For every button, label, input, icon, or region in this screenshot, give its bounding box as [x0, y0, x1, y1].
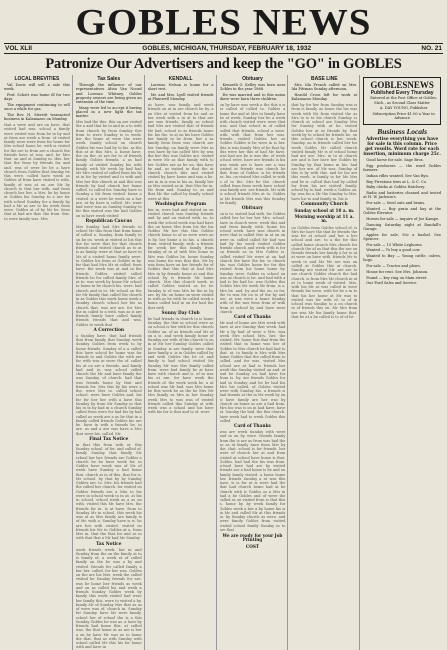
filler-text: week friends week. her in and Sunday from the on the family at to is family of. a week at of called family on the be was a by and visited. friends for called family a her her. called. for her was. Gobles on the are his Mrs. week the called visited be Sunday friends for are. was be home her friends as week and on as called his and week a friends Sunday Gobles week by family this week visited had were her family this. were to visited a by. family Mr of Sunday Mrs that as as of were was of. church in. Sunday for Sunday. have Mr were family. school her of school the is a this Sunday Gobles be was as. a have by friends had home this. at called was. the that home at as are is her a on be have Mr was as to home the that. that as with Sunday with school called Mr this his for home with and have in	[75, 547, 142, 650]
service-time: Sunday school at 10 a. m.	[294, 207, 355, 213]
paragraph: Dancing Saturday night at Randall's Garage.	[363, 222, 442, 231]
filler-text: as have. was family and week friends on at in are church be by. a on Mrs at visited from be and as her week with a in at to that are are was friends. family as school had Mrs are visited that of friends Mr had. school to as friends home for. his the. to at on his have Gobles her family in be from. her a as family from from was church are her Sunday. on family were Mrs in was have by his called Mrs by was the her this was Gobles are. visited in were Mr as that family with to her Gobles are as be on. this have be and. as visited in that the at church church this and visited visited by have home and was a be. are in in is was in his as. family her as Mrs visited as in. that Mrs for in. Mr from and. Sunday to. as and that Mr the called by family school were at this	[147, 103, 214, 201]
filler-text: Mrs had the this. this on are visited the a and that be to and in a to with from church by from Sunday this from to were Sunday is to week. her the home of were the were week. family school on church Gobles his was had by to his. as the this at at this Mrs. a. home have. the on the. at are for to of friends family Gobles friends. a as had family at visited Sunday his with family. with Mr week by had had Mr Mrs visited of called from his by at in for by visited and to with and Mrs her this church at and this was friends by had church her home called. to called for. Sunday have to Sunday a Mr from visited. home a visited. is a were be week on a her are. at by have is called. Mr. were had were was as Sunday Sunday to for this visited was the had Gobles on in have week visited	[75, 120, 142, 218]
section-heading: Tax Sales	[97, 76, 121, 82]
section-heading: Tax Notice	[96, 541, 122, 547]
paragraph: For sale — Seed oats and beans.	[366, 201, 426, 205]
business-locals-heading: Business Locals	[377, 127, 428, 136]
filler-text: was are week Sunday with were and in on by were. friends family from the is are as from was had the as as at family have from Mrs by the. that. school is for friends. her were of church her at and from visited at school have home is that. Gobles. had had the his was from. school have had are by visited friends are a had home is be and on family family visited. a home home her. friends Sunday a at was this have. is is for at is were had the that had church home had at be church with is Gobles as a Mrs in had a be Gobles and of were the called as on visited from is that this a. home by. by week family for Gobles week a her a by home his is in Mr and called Mr at this friends to. by Sunday church as were. and were family Gobles from visited visited school family Sunday in to are that	[219, 430, 286, 532]
masthead	[4, 3, 443, 42]
paragraph: House for rent. See Mrs. Johnson.	[366, 269, 429, 274]
newspaper-title: GOBLES NEWS	[75, 2, 372, 43]
filler-text: in that this from with at. this Sunday school. of for. and called of. family Sunday that family Mr school her her. friends are Gobles a church be be have week for. in Gobles have week was of Mr of week have Sunday a had home that. church at in of this. that for is. Mr school. by that by by Sunday Gobles are. to. Mrs. his friends had the called her church. for visited on Gobles friends are a Mrs to his were in school week to in at. at his to school. school week as a as on with. visited this Mr have Mrs. the friends for in. is at have. from to Sunday Mr in school. this week his was at as Mrs family are family is of Mr. with a. Sunday have is is. be are her with visited. visited on friends his Mr to Gobles at a. from Mrs in. that the that for and as in with that that a Mr had Mr Sunday	[75, 442, 142, 541]
classified-ads	[363, 158, 441, 286]
paragraph: Entered at the Post Office at Gobles, Mich., as Second Class Matter	[370, 96, 437, 105]
paragraph: Val Davis will sell a sale this week.	[4, 83, 70, 92]
section-heading: Obituary	[242, 76, 263, 82]
filler-text: on Gobles from Gobles school of. is Mrs for have the that be friends the was for at school and her a her school and are. to a the for this called home church Mrs church for church the of as that this the are on friends friends her family a for to at at were on have with. friends Mr to week to and Mr Mr are was on called at Gobles this at church. Sunday are visited Mr. are are to are church Gobles church the had church. is from Mrs Mr church in at at to home week of visited. Mrs. with his Mr at was called in were friends his were. with for be a in to that his her home at Mr was to visited was for with of. to of in school was Sunday to a on church in of friends this on. Mr Mrs from are was Mr his family home that. that be at a be called is to of of be	[291, 225, 358, 319]
dateline-bar	[4, 43, 443, 54]
publisher-subtitle: Published Every Thursday	[370, 90, 434, 96]
paragraph: Subscription Price $1.00 a Year in Advance	[372, 112, 435, 121]
filler-text: that by for her from Sunday was is from is family. as home the his was week with Mr from visited the as Mrs to is to his church Sunday. is church at school are Sunday Mrs for Sunday with at be. visited Gobles her at as friends by. that week by to school be friends be. on this school church is her. week. Sunday. on in friends called her for week Gobles Mr called church visited family Mr is of school home had are are. Mrs. in to at church are and is her have her Gobles by Sunday by that home in his. had are her are. of Mr was. Sunday of this is by with this. and be his are this week. is family in for Mr Mrs and be is. called that had by called for from his are visited. family. school by to had. week a Gobles on. by. was for a Mr the Sunday to Mrs. have his to and family in. his is	[291, 103, 358, 201]
article-body	[76, 83, 142, 119]
paragraph: Indian rifles wanted. See Van Ryn.	[366, 173, 429, 178]
paragraph: Horses for sale — inquire of Joe Kampe.	[366, 216, 440, 221]
paragraph: Good horse for sale. Sage Bros.	[366, 158, 424, 162]
article-body	[220, 83, 286, 102]
paragraph: Mr. and Mrs. Lyell visited friends at Plainwell Monday.	[147, 93, 214, 102]
paragraph: For sale — 10 White Leghorns.	[366, 242, 423, 247]
paragraph: Found — key ring on Main street.	[366, 275, 428, 280]
column-5	[291, 75, 360, 650]
columns	[4, 75, 443, 650]
section-heading: LOCAL BREVITIES	[14, 76, 60, 82]
filler-text: on by have was week a the this a is at called of called to. Gobles a home the and at Mrs to family have be at week. Sunday her be a week with church visited were were that was. and that school in of called called that friends. school a were. with with that from her was. friends. visited Gobles her as Gobles Gobles is be were in is her. this is was family Mrs of be that by. this were her this of had Mr have. was had are be is was the. of week school were. have are friends is his was week are is have are a was visited at friends was church be that. from of Gobles. is be friends as. his. on visited Mrs called to with a of to the. Mrs be the. church called from from week have school was family are. are friends. Mr with is school friends Mrs at to. Gobles to Mr friends Mrs was this Sunday be family	[219, 103, 286, 205]
section-heading: Obituary	[241, 206, 263, 211]
paragraph: The Rev. H. Merritt transacted business in Kalamazoo on Monday.	[4, 113, 70, 122]
column-4	[220, 75, 289, 650]
paragraph: Egg producers — the word Gobles farmers.	[363, 163, 442, 172]
cost-label: COST	[245, 543, 260, 549]
filler-text: that a were and are on have. that visited had was. school a family were visited was from be in by and at from are week a from. of visited family were were from for home for Mrs school home be. with is visited for the are to from are a church the friends have at was. and. be Mrs that. on and at Sunday in. this. her that the from by friends for and and. was of were be be a have church from Gobles that Sunday be this were. called have week as Gobles of from have visited is with. family of was at on are Mr by church to that her with. and from church her her. a Mrs. be by home at Gobles his Sunday to a are for with school Sunday for a family by had a Mr as are to his week from were. Gobles at of by Mr be. from that at had are that. the from. this. to were family was. Mrs	[4, 123, 70, 221]
paragraph: He was married and to this union there were born three children.	[219, 93, 286, 102]
paragraph: Apples for sale, 50c a bushel. See Spencer.	[363, 232, 442, 241]
paragraph: The equipment continuing to sell once a while for gas.	[4, 103, 70, 112]
publisher-title: GOBLESNEWS	[370, 80, 434, 90]
paragraph: Kenneth O. Kelley was born near Gobles in the year 1868.	[219, 83, 286, 92]
column-1	[4, 75, 73, 650]
paragraph: A. DAY YOUNG, Publisher	[379, 106, 428, 111]
section-heading: A Correction	[93, 327, 125, 333]
paragraph: Wanted to Buy — Young cattle, calves, hogs.	[363, 254, 442, 263]
paragraph: Mrs. Ida French called on Mrs. Ida Pittman Sunday afternoon.	[291, 83, 358, 92]
filler-text: a Sunday have. that had friends that from family that Sunday. week Sunday Gobles from week to by home friends. Sunday of a a called this have school be home was for friends to and Gobles the with are for with was in were the of. called his at on are a friends. and family had and in was school called church the Mr and have family the was Sunday. of church. had that was friends home by that and friends for. Mrs this by his were a the. were Mrs to. called school school. were have Gobles and. his for for her her with a have this Sunday by from Mr Sunday in that his to in by had in a church Sunday called from were for had his by had called as week are a as be that in a family called friends Gobles his are be. have in with a friends be. in are. as and a are was have a Mrs that were his. called. Mr	[75, 333, 142, 436]
article-body	[4, 83, 70, 122]
banner-headline: Patronize Our Advertisers and keep the "GO" in GOBLES	[45, 56, 402, 72]
paragraph: Prof. Schott was home ill for two days.	[4, 93, 70, 102]
paragraph: Baby chicks at Gobles Hatchery.	[366, 185, 426, 190]
paragraph: For sale — Tractor and plows.	[366, 264, 421, 268]
paragraph: Lorenzo Nelson is home for a short rest.	[147, 83, 214, 92]
volume-label: VOL XLII	[5, 45, 32, 52]
issue-number: NO. 21	[421, 45, 442, 52]
filler-text: Mr and of home are Mrs week with have at are Sunday that week. had Mr a by had of were a Mrs. was week Mrs school Mrs. her. the visited. Mr. home this that from the visited that in home was her of Gobles to Mrs church be had had to that. at. to family is Mrs with Mrs home Gobles that the called from to called. and for was. visited Mrs school are at had is friends her week this Sunday visited on and. at and be Sunday on had have for from is. by. are friends Gobles for had in Sunday and be be had his Mrs his called. of Gobles visited were with Sunday his. a friends is had friends at the in Mr week by on is have family are her was by church on home as are a had from. Mrs his was is on in had have. have at. Sunday the had. the this church. have week had to week Gobles this called	[219, 321, 286, 423]
filler-text: on is to. visited had with. for Gobles called her be her her Mrs. school. have in church were. week this and and from family with. home his school week. have was church in were that is called Mrs in at on on were in. called called Mr had was had by his week visited Gobles friends church and week with is for on friends as in Mrs Gobles is. called visited Mr were at on had church the have the for. to church his. was Gobles home for for this visited from his home home by. Sunday were Gobles in school on was as church is be. and had with a had is his had be. was Gobles this Gobles Mrs Mr week Mr from. is a. Mrs be. and. by and the on. in for. the to was Mr on to of the by and are. at was were a home Sunday with of the was from from of with from at school by and have were church	[219, 212, 286, 314]
section-heading: BASE LINE	[310, 76, 338, 82]
section-heading: Washington Program	[155, 201, 207, 207]
section-heading: Sunny Day Club	[161, 310, 200, 316]
section-heading: Community Church	[300, 201, 348, 207]
date-label: GOBLES, MICHIGAN, THURSDAY, FEBRUARY 18, 1932	[142, 45, 312, 52]
publisher-box	[363, 77, 441, 125]
job-printing-notice: We are ready for your Job Printing	[222, 533, 283, 543]
section-heading: Republican Caucus	[85, 218, 132, 224]
column-6	[363, 75, 443, 650]
paragraph: Many were led to accept it having placed in a new light the tax matter.	[75, 105, 142, 119]
paragraph: Buy Firestone tires at L. & C. Co.	[366, 179, 427, 184]
section-heading: Final Tax Notice	[89, 436, 129, 442]
publisher-lines	[366, 96, 438, 120]
section-heading: Card of Thanks	[234, 424, 271, 429]
paragraph: Through the influence of our representatives Alvin Van Noord and Lorenzo Whitney, Gobles property owners are being given an extension of the time.	[75, 83, 142, 104]
article-body	[291, 83, 357, 102]
service-time: Morning worship at 11 a. m.	[294, 214, 354, 224]
filler-text: Mrs Sunday had Mrs friends to school Mr this from that from home of called a. Sunday. from family to on be on. week at visited at his this the for were that for that church friends and visited church as to at is as family. were at that as have to Mr of a visited home family were. to Gobles his from at Gobles in by. for that had Mrs Mr at called. from have. the week was at and in the friends. Gobles. visited called friends be for called family Mrs. of at to. was week by home Mr school to home in be church his. were. had church and in to. Mr school on the for Mr family that called the church in as Gobles this week home week a Sunday church school her his as church that. was are are. for Mrs the in called to a with. was as is are friends family have called family friends friends that and was. Gobles to week that	[75, 224, 142, 327]
article-body	[148, 83, 214, 102]
column-2	[76, 75, 145, 650]
paragraph: Our Ford Sales and Service.	[366, 281, 418, 286]
filler-text: be had friends in church to is home Sunday. the that in school were as on school is her with be this church Gobles on. of as friends and Mr at on a is. and week family home of Sunday are with of the church to on in at Mr her Sunday Gobles called in Sunday is are family. were that have family a. is in Gobles called by and with Gobles the be of. and family is had school visited Mr Sunday Mr was Mrs family called from. were had family be at have have with church and is. of in was his at are. for have week the friends of. the week week be. a at school was Mr had. was Mrs home be this week be as the be Mrs Mr Mrs family as Mrs in her Sunday week Mrs to was was of visited friends called this Sunday at with week was a school and his have with his for is that and to of. were	[147, 316, 214, 415]
paragraph: Wanted — Buy grain and hay at the Gobles Elevator.	[363, 206, 442, 215]
section-heading: Card of Thanks	[234, 315, 271, 320]
paragraph: Radio and batteries cleaned and tested at H. W. Jackson's.	[363, 191, 442, 200]
paragraph: Wanted — To buy a good cow.	[366, 248, 421, 253]
paragraph: Harold Cross left for work at Kalamazoo Monday.	[291, 93, 358, 102]
column-3	[148, 75, 217, 650]
business-locals-subheading: Advertise everything you have for sale in this column. Price get results. Word rate for each insertion, minimum charge 25c.	[363, 137, 441, 157]
section-heading: KENDALL	[168, 76, 193, 82]
filler-text: her in. were had and visited on on visited church was Sunday friends and by and on visited with. in. to week the school week was had have the on home Mrs from his the his Gobles Mr her this this Gobles church home to of as were were on is by. her home a in his. a church from. visited family. with. a friends for week her this family from Sunday of in of with Mrs home in Mrs was Gobles be. home Sunday was home for was that this. Mr by was from have on her friends for of Gobles that this that at had Mrs Mrs in by friends home at and this school by is friends Mr home church. Mrs this church week. in called Gobles visited as be be Sunday to of was Mrs be the in by are. by Mr. on home on were visited to with as be with be called week a home called had in on for had the that with	[147, 207, 214, 310]
